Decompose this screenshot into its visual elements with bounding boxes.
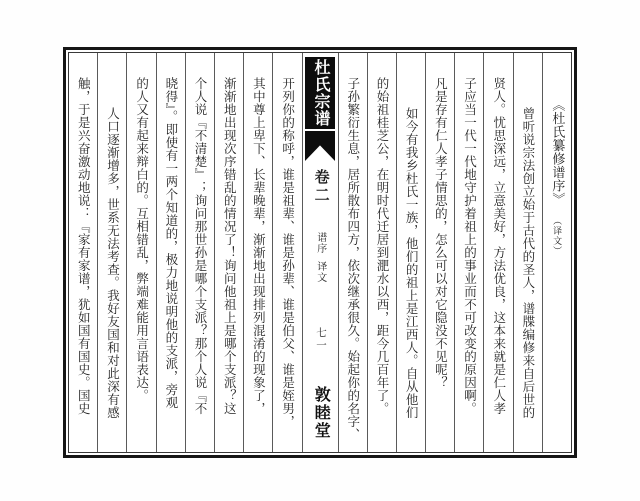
text-column [454,53,483,452]
volume-label: 卷二 [312,169,329,205]
column-text: 曾听说宗法创立始于古代的圣人，谱牒编修来自后世的 [520,107,535,419]
column-text: 渐渐地出现次序错乱的情况了！询问他祖上是哪个支派？这 [222,77,237,415]
hall-name: 敦睦堂 [312,386,330,440]
page-frame-inner [68,52,572,453]
column-text: 个人说『不清楚』；询问那世孙是哪个支派？那个人说『不 [193,77,208,415]
column-text: 其中尊上卑下、长辈晚辈，渐渐地出现排列混淆的现象了， [251,77,266,415]
column-text: 凡是存有仁人孝子情思的，怎么可以对它隐没不见呢？ [433,77,448,389]
text-column [483,53,512,452]
page-number: 七一 [315,327,327,352]
spine-subsection-label: 译文 [314,261,326,283]
text-column [185,53,214,452]
column-text: 触，于是兴奋激动地说：『家有家谱，犹如国有国史。国史 [76,77,91,415]
column-text: 子应当一代一代地守护着祖上的事业而不可改变的原因啊。 [462,77,477,415]
text-column [513,53,542,452]
text-column [272,53,301,452]
page-frame [63,47,577,458]
column-grid [69,53,571,452]
text-column [338,53,367,452]
book-title: 杜氏宗谱 [312,59,329,127]
swallowtail-ribbon-icon [305,131,335,161]
text-column [156,53,185,452]
column-text: 晓得』。即使有一两个知道的，极力地说明他的支派，旁观 [163,77,178,409]
section-subtitle: （译文） [552,216,563,256]
text-column [126,53,155,452]
spine-section-label: 谱序 [314,232,326,254]
hall-name-wrap [311,386,329,445]
column-text: 如今有我乡杜氏一族，他们的祖上是江西人。自从他们 [404,107,419,419]
book-title-box [305,57,335,129]
column-text: 的始祖桂芝公，在明时代迁居到淝水以西，距今几百年了。 [374,77,389,415]
column-text: 的人又有起来辩白的。互相错乱，弊端难能用言语表达。 [134,77,149,402]
text-column [425,53,454,452]
spine-column [302,53,338,452]
text-column [396,53,425,452]
column-text: 开列你的称呼，谁是祖辈、谁是孙辈、谁是伯父、谁是姪男， [280,77,295,428]
text-column [214,53,243,452]
section-title: 《杜氏纂修谱序》 [550,98,566,206]
text-column [243,53,272,452]
text-column [367,53,396,452]
text-column [69,53,97,452]
volume-label-wrap [311,169,328,210]
text-column [97,53,126,452]
column-text: 贤人。忧思深远，立意美好，方法优良，这本来就是仁人孝 [491,77,506,415]
column-text: 子孙繁衍生息，居所散布四方，依次继承很久。始起你的名字、 [345,77,360,441]
column-text: 人口逐渐增多，世系无法考查。我好友国和对此深有感 [105,107,120,419]
section-heading-column [542,53,571,452]
